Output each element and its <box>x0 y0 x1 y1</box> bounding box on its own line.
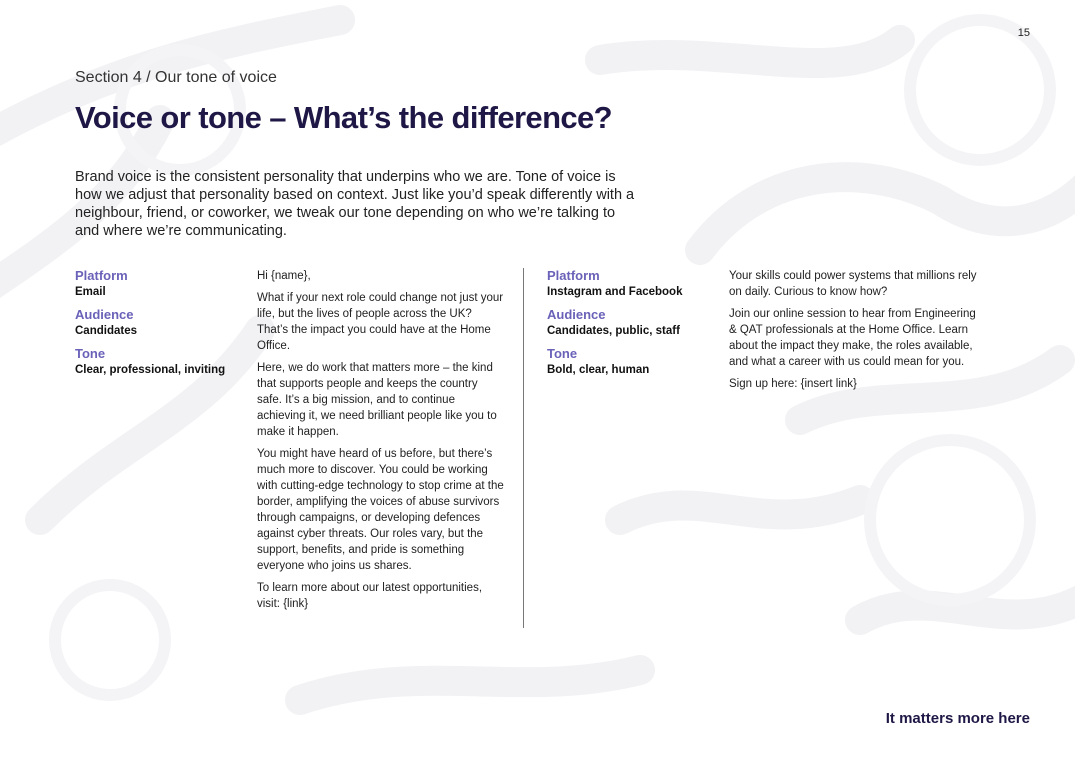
page-number: 15 <box>1017 27 1030 39</box>
tone-value: Bold, clear, human <box>547 364 650 376</box>
platform-label: Platform <box>75 268 128 283</box>
platform-label: Platform <box>547 268 600 283</box>
example-email-meta <box>75 268 250 378</box>
audience-label: Audience <box>75 307 134 322</box>
audience-value: Candidates <box>75 325 137 337</box>
column-divider <box>523 268 524 628</box>
platform-value: Email <box>75 286 106 298</box>
page-title: Voice or tone – What’s the difference? <box>75 100 613 135</box>
social-paragraph: Sign up here: {insert link} <box>729 378 857 390</box>
example-social-body <box>729 268 979 398</box>
example-email-body <box>257 268 505 618</box>
tone-label: Tone <box>547 346 578 361</box>
email-paragraph: Hi {name}, <box>257 270 311 282</box>
email-paragraph: To learn more about our latest opportunities, visit: {link} <box>257 582 483 610</box>
intro-paragraph: Brand voice is the consistent personality that underpins who we are. Tone of voice is how we adjust that personality based on context. Just like you’d speak differently with a neighbour, friend, or coworker, we tweak our tone depending on who we’re talking to and where we’re communicating. <box>75 169 635 239</box>
audience-value: Candidates, public, staff <box>547 325 680 337</box>
email-paragraph: What if your next role could change not just your life, but the lives of people across the UK? That’s the impact you could have at the Home Office. <box>257 292 504 352</box>
email-paragraph: Here, we do work that matters more – the kind that supports people and keeps the country safe. It’s a big mission, and to continue achieving it, we need brilliant people like you to make it happen. <box>257 362 497 438</box>
platform-value: Instagram and Facebook <box>547 286 683 298</box>
audience-label: Audience <box>547 307 606 322</box>
tone-label: Tone <box>75 346 106 361</box>
tone-value: Clear, professional, inviting <box>75 364 226 376</box>
email-paragraph: You might have heard of us before, but there’s much more to discover. You could be working with cutting-edge technology to stop crime at the border, amplifying the voices of abuse survivors through campaigns, or developing defences against cyber threats. Our roles vary, but the support, benefits, and pride is something everyone who joins us shares. <box>257 448 504 572</box>
section-heading: Section 4 / Our tone of voice <box>75 69 277 86</box>
footer-tagline: It matters more here <box>885 710 1030 727</box>
social-paragraph: Join our online session to hear from Engineering & QAT professionals at the Home Office. Learn about the impact they make, the roles available, and what a career with us could mean for you. <box>729 308 976 368</box>
social-paragraph: Your skills could power systems that millions rely on daily. Curious to know how? <box>729 270 977 298</box>
example-social-meta <box>547 268 722 378</box>
